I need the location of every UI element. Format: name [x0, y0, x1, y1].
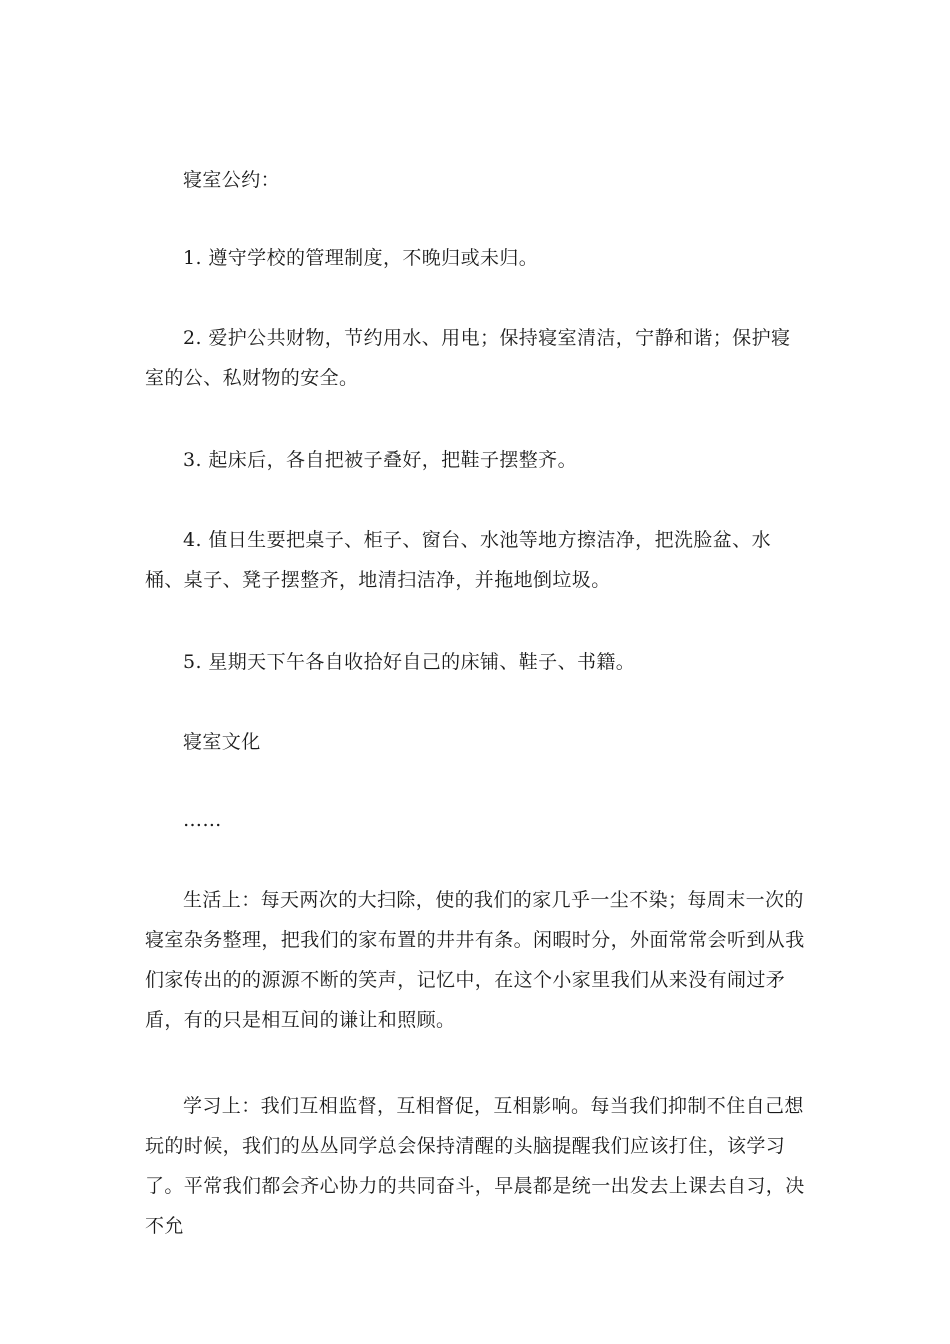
life-paragraph: 生活上：每天两次的大扫除，使的我们的家几乎一尘不染；每周末一次的寝室杂务整理，把我们的家布置的井井有条。闲暇时分，外面常常会听到从我们家传出的的源源不断的笑声，记忆中，在这个小家里我们从来没有闹过矛盾，有的只是相互间的谦让和照顾。 — [145, 889, 805, 1031]
heading-dorm-culture: 寝室文化 — [183, 731, 261, 753]
rule-item-3: 3. 起床后，各自把被子叠好，把鞋子摆整齐。 — [183, 449, 577, 471]
rule-item-1: 1. 遵守学校的管理制度，不晚归或未归。 — [183, 247, 539, 269]
rule-item-5: 5. 星期天下午各自收拾好自己的床铺、鞋子、书籍。 — [183, 651, 636, 673]
heading-dorm-rules: 寝室公约： — [183, 169, 281, 191]
rule-item-2: 2. 爱护公共财物，节约用水、用电；保持寝室清洁，宁静和谐；保护寝室的公、私财物的安全。 — [145, 327, 791, 389]
rule-item-4: 4. 值日生要把桌子、柜子、窗台、水池等地方擦洁净，把洗脸盆、水桶、桌子、凳子摆整齐，地清扫洁净，并拖地倒垃圾。 — [145, 529, 771, 591]
ellipsis-text: …… — [183, 809, 222, 831]
study-paragraph: 学习上：我们互相监督，互相督促，互相影响。每当我们抑制不住自己想玩的时候，我们的丛丛同学总会保持清醒的头脑提醒我们应该打住，该学习了。平常我们都会齐心协力的共同奋斗，早晨都是统一出发去上课去自习，决不允 — [145, 1095, 805, 1237]
